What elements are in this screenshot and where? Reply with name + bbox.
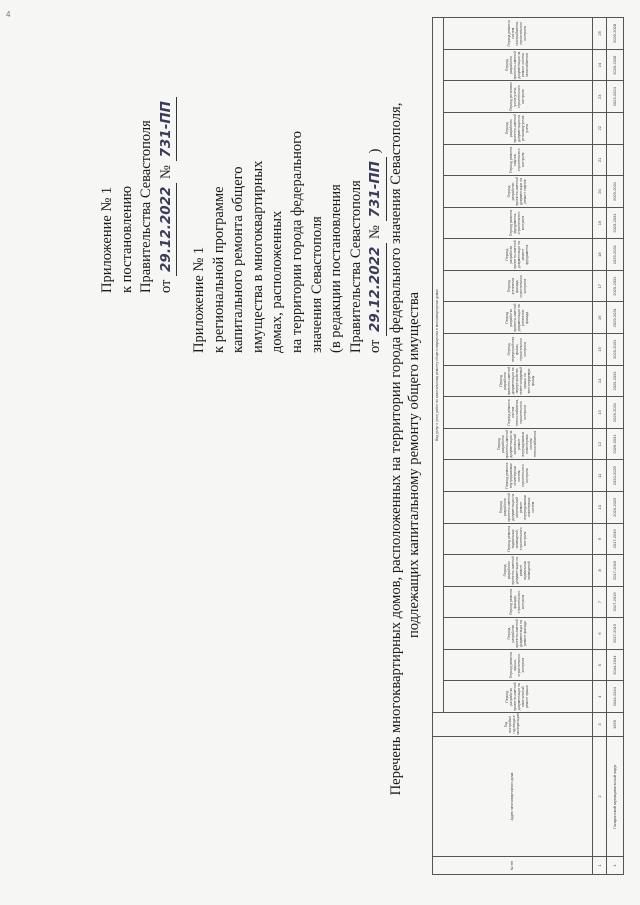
table-cell: 2044-2044 bbox=[607, 649, 624, 681]
header-cell-work: Период установки узлов учета, строительного контроля bbox=[443, 81, 593, 113]
header-cell-work: Период разработки проектно-сметной документации на ремонт систем газоснабжения bbox=[443, 49, 593, 81]
column-number: 4 bbox=[593, 681, 607, 713]
table-cell: 2029-2031 bbox=[607, 334, 624, 366]
table-cell: 2029-2031 bbox=[607, 239, 624, 271]
handwritten-number: 731-ПП bbox=[157, 97, 178, 161]
header-cell-work: Период разработки проектно-сметной документации на капитальный ремонт внутридомовых инженерных систем теплоснабжения bbox=[443, 428, 593, 460]
header-cell-work: Период разработки проектно-сметной документации на ремонт фасада bbox=[443, 618, 593, 650]
column-number: 16 bbox=[593, 302, 607, 334]
header-cell-work: Период разработки проектно-сметной документации на установку узлов учета bbox=[443, 113, 593, 145]
table-cell: 2020-2025 bbox=[607, 460, 624, 492]
column-number: 22 bbox=[593, 113, 607, 145]
header-cell-number: № п/п bbox=[433, 857, 593, 875]
column-number: 20 bbox=[593, 176, 607, 208]
column-number: 6 bbox=[593, 618, 607, 650]
closing-parenthesis: ) bbox=[367, 148, 384, 154]
appendix-1-line: Приложение № 1 bbox=[99, 186, 115, 293]
column-number: 19 bbox=[593, 207, 607, 239]
column-number: 1 bbox=[593, 857, 607, 875]
header-cell-work: Период разработки проектно-сметной документации на ремонт фундамента bbox=[443, 239, 593, 271]
handwritten-date: 29.12.2022 bbox=[366, 243, 387, 336]
table-cell: 2020-2025 bbox=[607, 491, 624, 523]
table-cell: 2023-2024 bbox=[607, 81, 624, 113]
header-cell-work: Период разработки проектно-сметной документации на капитальный ремонт внутридомовых инженерных систем bbox=[443, 491, 593, 523]
table-column-numbers-row bbox=[593, 18, 607, 875]
appendix-2-block bbox=[190, 131, 387, 353]
table-group-header-row bbox=[433, 18, 444, 875]
header-cell-work: Период ремонта крыши, строительного контроля bbox=[443, 649, 593, 681]
appendix-2-line: на территории города федерального bbox=[288, 131, 305, 353]
header-cell-work: Период ремонта систем теплоснабжения, строительного контроля bbox=[443, 397, 593, 429]
column-number: 12 bbox=[593, 428, 607, 460]
appendix-1-line: Правительства Севастополя bbox=[138, 120, 155, 293]
appendix-2-date-line bbox=[366, 131, 387, 353]
date-prefix: от bbox=[157, 279, 174, 293]
column-number: 21 bbox=[593, 144, 607, 176]
column-number: 2 bbox=[593, 737, 607, 857]
date-prefix: от bbox=[367, 339, 384, 353]
handwritten-date: 29.12.2022 bbox=[157, 183, 178, 276]
table-cell: 2017-2019 bbox=[607, 523, 624, 555]
handwritten-number: 731-ПП bbox=[366, 157, 387, 221]
column-number: 24 bbox=[593, 49, 607, 81]
column-number: 18 bbox=[593, 239, 607, 271]
table-row bbox=[607, 18, 624, 875]
appendix-2-line: Приложение № 1 bbox=[191, 246, 207, 353]
buildings-table bbox=[432, 17, 624, 875]
table-cell bbox=[607, 113, 624, 145]
header-cell-work: Период ремонта систем газоснабжения, строительного контроля bbox=[443, 18, 593, 50]
appendix-1-block bbox=[98, 97, 177, 293]
header-cell-work: Период переустройства крыши, строительного контроля bbox=[443, 334, 593, 366]
table-cell: 2026-2031 bbox=[607, 397, 624, 429]
appendix-2-line: к региональной программе bbox=[210, 186, 227, 353]
table-cell: 2017-2019 bbox=[607, 586, 624, 618]
header-cell-work: Период ремонта фундамента, строительного контроля bbox=[443, 207, 593, 239]
header-cell-work: Период разработки проектно-сметной документации на ремонт лифтов bbox=[443, 176, 593, 208]
header-cell-work: Период ремонта фасада, строительного контроля bbox=[443, 586, 593, 618]
number-sign: № bbox=[367, 225, 384, 239]
table-cell: 2044-2044 bbox=[607, 681, 624, 713]
table-cell: 2029-2031 bbox=[607, 302, 624, 334]
document-title-line-1: Перечень многоквартирных домов, расположенных на территории города федерального значения Севастополя, bbox=[388, 102, 404, 796]
column-number: 7 bbox=[593, 586, 607, 618]
column-number: 9 bbox=[593, 523, 607, 555]
appendix-2-line: домах, расположенных bbox=[269, 210, 286, 353]
table-cell: 2026-2028 bbox=[607, 49, 624, 81]
table-cell: 2029-2031 bbox=[607, 270, 624, 302]
table-cell: 2029-2031 bbox=[607, 176, 624, 208]
appendix-2-line: капитального ремонта общего bbox=[230, 166, 247, 353]
table-cell: 2026-2031 bbox=[607, 428, 624, 460]
appendix-1-date-line bbox=[157, 97, 178, 293]
column-number: 25 bbox=[593, 18, 607, 50]
appendix-2-line: имущества в многоквартирных bbox=[249, 160, 266, 353]
table-cell bbox=[607, 144, 624, 176]
header-cell-address: Адрес многоквартирного дома bbox=[433, 737, 593, 857]
table-cell: 2017-2019 bbox=[607, 555, 624, 587]
header-cell-work: Период ремонта внутридомовых инженерных систем, строительного контроля bbox=[443, 460, 593, 492]
appendix-2-line: значения Севастополя bbox=[308, 216, 325, 353]
table-cell: 2029-2031 bbox=[607, 365, 624, 397]
number-sign: № bbox=[157, 165, 174, 179]
appendix-1-line: к постановлению bbox=[118, 185, 135, 293]
column-number: 13 bbox=[593, 397, 607, 429]
table-cell: 2026-2028 bbox=[607, 18, 624, 50]
document-title-line-2: подлежащих капитальному ремонту общего имущества bbox=[406, 292, 422, 639]
header-cell-work: Период разработки проектно-сметной документации на ремонт подвальных помещений bbox=[443, 555, 593, 587]
appendix-2-line: Правительства Севастополя bbox=[347, 180, 364, 353]
table-cell: 2029-2031 bbox=[607, 207, 624, 239]
table-cell: 1959 bbox=[607, 713, 624, 737]
header-cell-work: Период разработки проектно-сметной документации на капитальный ремонт крыши bbox=[443, 681, 593, 713]
header-cell-work: Период ремонта подвальных помещений, строительного контроля bbox=[443, 523, 593, 555]
column-number: 23 bbox=[593, 81, 607, 113]
column-number: 14 bbox=[593, 365, 607, 397]
column-number: 15 bbox=[593, 334, 607, 366]
header-cell-work: Период ремонта лифтов, строительного контроля bbox=[443, 144, 593, 176]
header-cell-year: Год постройки/ год ввода в эксплуатацию bbox=[433, 713, 593, 737]
header-cell-work: Период разработки проектно-сметной документации на утепление фасада bbox=[443, 302, 593, 334]
appendix-2-line: (в редакции постановления bbox=[328, 184, 345, 353]
table-cell: Гагаринский муниципальный округ bbox=[607, 737, 624, 857]
column-number: 8 bbox=[593, 555, 607, 587]
page-number-mark: 4 bbox=[6, 10, 11, 19]
header-cell-work: Период утепления фасада, строительного контроля bbox=[443, 270, 593, 302]
header-cell-works-group: Вид услуг и (или) работ по капитальному ремонту общего имущества в многоквартирных домах bbox=[433, 18, 444, 713]
header-cell-work: Период разработки проектно-сметной документации на переустройство невентилируемой крыши на вентилируемую крышу bbox=[443, 365, 593, 397]
table-cell: 1 bbox=[607, 857, 624, 875]
column-number: 3 bbox=[593, 713, 607, 737]
column-number: 10 bbox=[593, 491, 607, 523]
column-number: 11 bbox=[593, 460, 607, 492]
column-number: 5 bbox=[593, 649, 607, 681]
table-cell: 2017-2019 bbox=[607, 618, 624, 650]
column-number: 17 bbox=[593, 270, 607, 302]
